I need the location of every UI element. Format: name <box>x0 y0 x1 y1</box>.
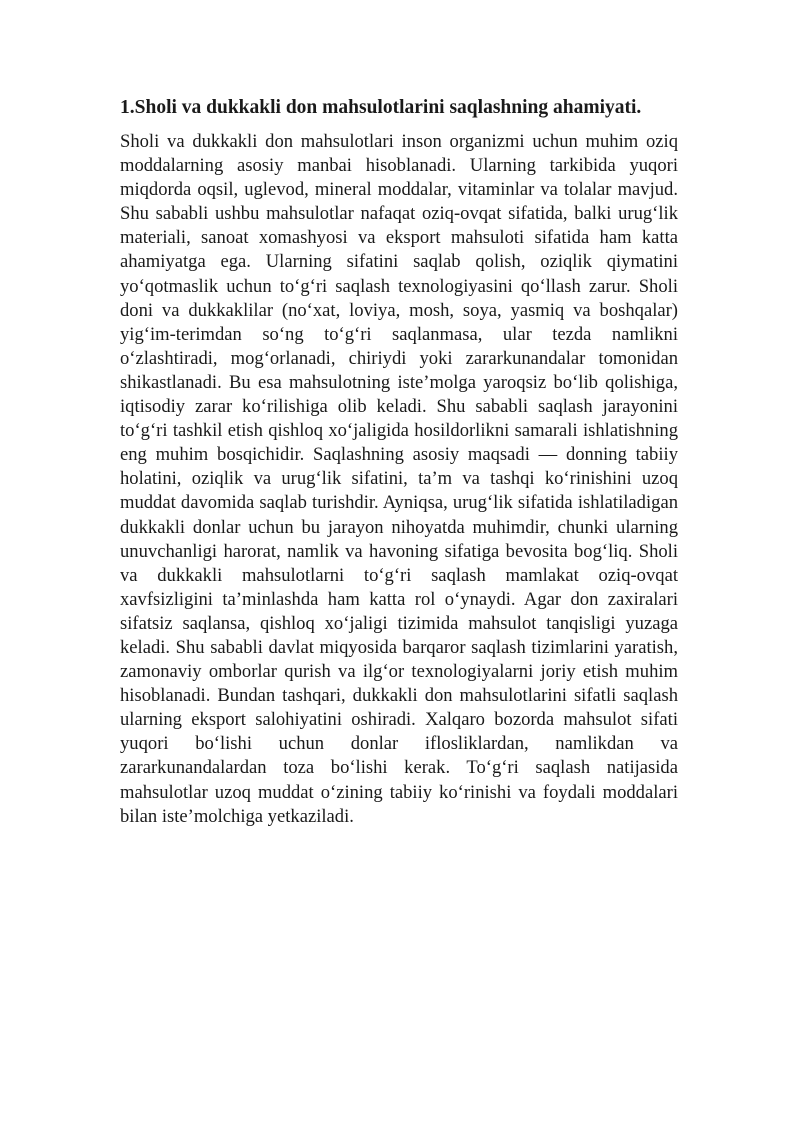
section-heading: 1.Sholi va dukkakli don mahsulotlarini saqlashning ahamiyati. <box>120 97 642 118</box>
document-page <box>120 96 678 829</box>
body-paragraph: Sholi va dukkakli don mahsulotlari inson organizmi uchun muhim oziq moddalarning asosiy manbai hisoblanadi. Ularning tarkibida yuqori miqdorda oqsil, uglevod, mineral moddalar, vitaminlar va tolalar mavjud. Shu sababli ushbu mahsulotlar nafaqat oziq-ovqat sifatida, balki urug‘lik materiali, sanoat xomashyosi va eksport mahsuloti sifatida ham katta ahamiyatga ega. Ularning sifatini saqlab qolish, oziqlik qiymatini yo‘qotmaslik uchun to‘g‘ri saqlash texnologiyasini qo‘llash zarur. Sholi doni va dukkaklilar (no‘xat, loviya, mosh, soya, yasmiq va boshqalar) yig‘im-terimdan so‘ng to‘g‘ri saqlanmasa, ular tezda namlikni o‘zlashtiradi, mog‘orlanadi, chiriydi yoki zararkunandalar tomonidan shikastlanadi. Bu esa mahsulotning iste’molga yaroqsiz bo‘lib qolishiga, iqtisodiy zarar ko‘rilishiga olib keladi. Shu sababli saqlash jarayonini to‘g‘ri tashkil etish qishloq xo‘jaligida hosildorlikni samarali ishlatishning eng muhim bosqichidir. Saqlashning asosiy maqsadi — donning tabiiy holatini, oziqlik va urug‘lik sifatini, ta’m va tashqi ko‘rinishini uzoq muddat davomida saqlab turishdir. Ayniqsa, urug‘lik sifatida ishlatiladigan dukkakli donlar uchun bu jarayon nihoyatda muhimdir, chunki ularning unuvchanligi harorat, namlik va havoning sifatiga bevosita bog‘liq. Sholi va dukkakli mahsulotlarni to‘g‘ri saqlash mamlakat oziq-ovqat xavfsizligini ta’minlashda ham katta rol o‘ynaydi. Agar don zaxiralari sifatsiz saqlansa, qishloq xo‘jaligi tizimida mahsulot tanqisligi yuzaga keladi. Shu sababli davlat miqyosida barqaror saqlash tizimlarini yaratish, zamonaviy omborlar qurish va ilg‘or texnologiyalarni joriy etish muhim hisoblanadi. Bundan tashqari, dukkakli don mahsulotlarini sifatli saqlash ularning eksport salohiyatini oshiradi. Xalqaro bozorda mahsulot sifati yuqori bo‘lishi uchun donlar iflosliklardan, namlikdan va zararkunandalardan toza bo‘lishi kerak. To‘g‘ri saqlash natijasida mahsulotlar uzoq muddat o‘zining tabiiy ko‘rinishi va foydali moddalari bilan iste’molchiga yetkaziladi. <box>120 131 678 827</box>
